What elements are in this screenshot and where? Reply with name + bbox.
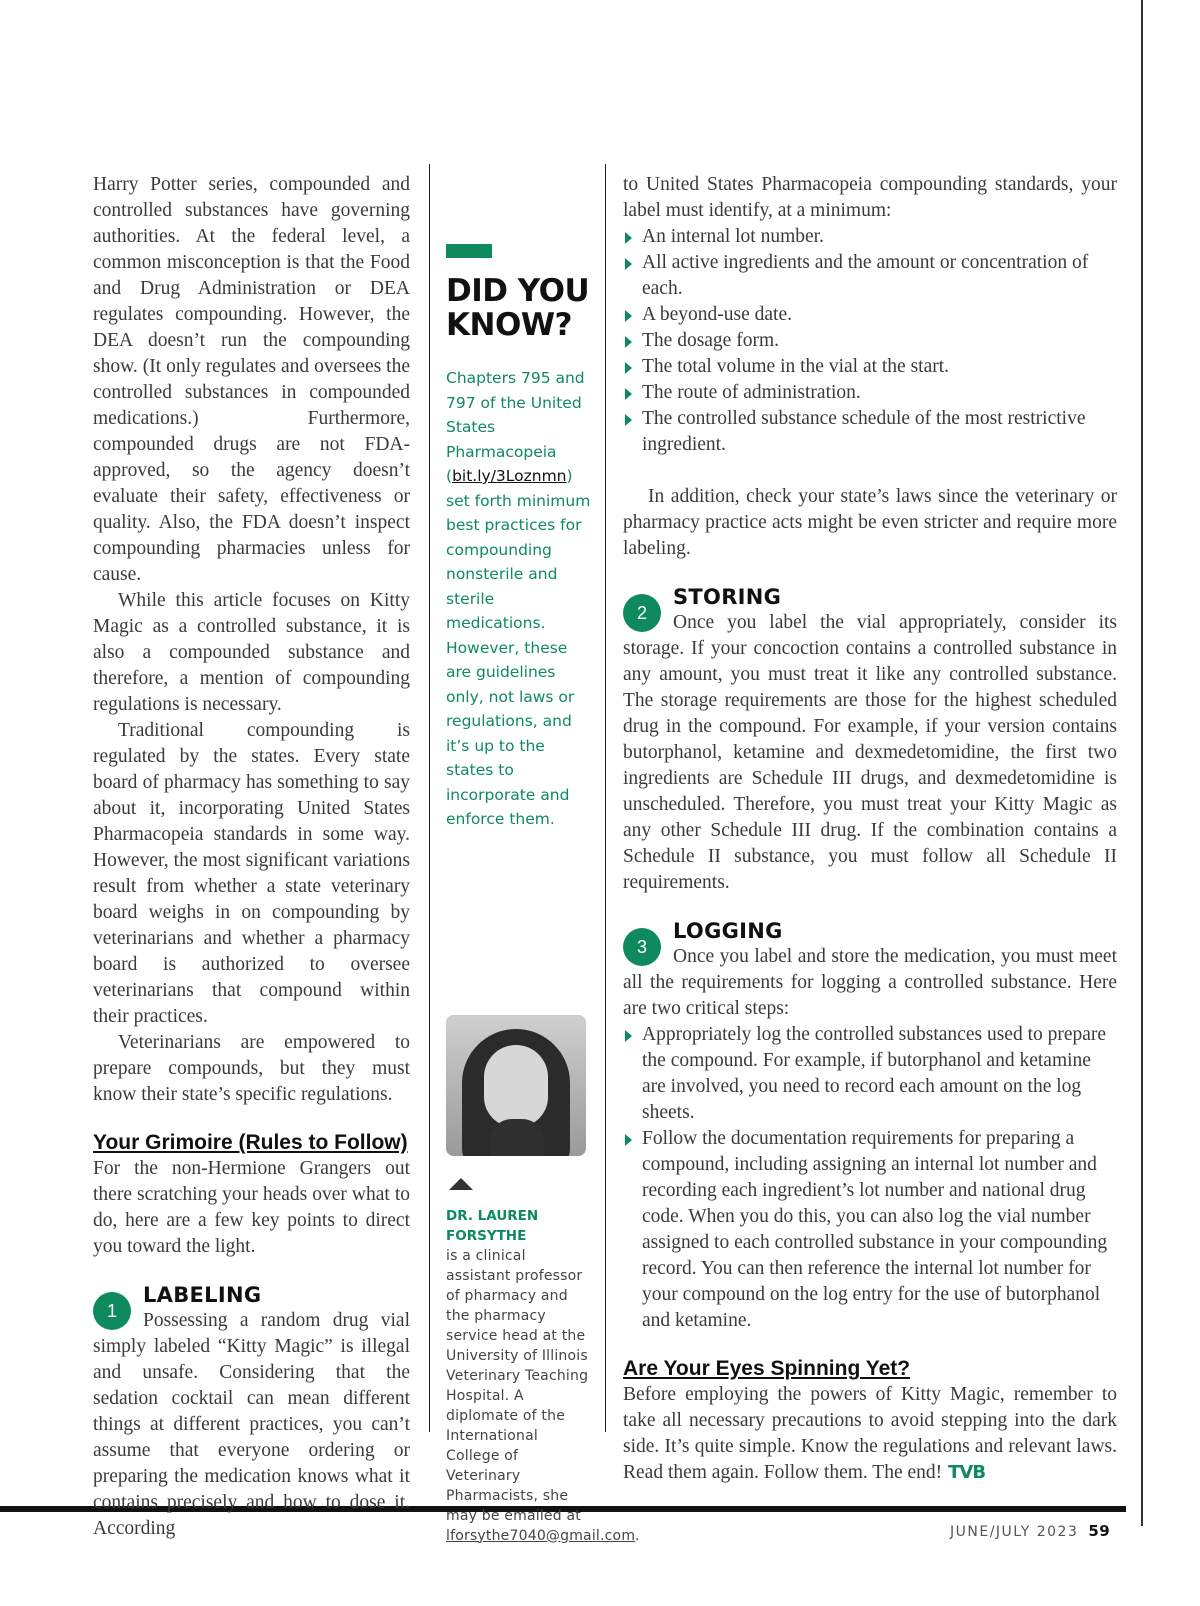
column-divider-right: [605, 164, 606, 1432]
section-storing: [623, 584, 1117, 623]
body-paragraph: While this article focuses on Kitty Magic as a controlled substance, it is also a compounded substance and therefore, a mention of compounding regulations is necessary.: [93, 590, 410, 715]
section-title: LABELING: [143, 1283, 262, 1307]
author-email-link[interactable]: lforsythe7040@gmail.com: [446, 1527, 636, 1544]
page-footer: [950, 1522, 1110, 1540]
body-paragraph: Once you label the vial appropriately, consider its storage. If your concoction contains a controlled substance in any amount, you must treat it like any controlled substance. The storage requirements are those for the highest scheduled drug in the compound. For example, if your version contains butorphanol, ketamine and dexmedetomidine, the first two ingredients are Schedule III drugs, and dexmedetomidine is unscheduled. Therefore, you must treat your Kitty Magic as any other Schedule III drug. If the combination contains a Schedule II substance, you must follow all Schedule II requirements.: [623, 612, 1117, 893]
sidebar-column: [446, 172, 640, 1546]
author-name: DR. LAUREN FORSYTHE: [446, 1207, 539, 1244]
bullet-triangle-icon: [625, 232, 632, 244]
page-number: 59: [1088, 1522, 1111, 1540]
body-paragraph: [623, 1382, 1117, 1486]
issue-date: JUNE/JULY 2023: [950, 1524, 1079, 1540]
body-paragraph: In addition, check your state’s laws since the veterinary or pharmacy practice acts might be even stricter and require more labeling.: [623, 486, 1117, 559]
did-you-know-title: [446, 274, 594, 342]
section-heading-eyes-spinning: Are Your Eyes Spinning Yet?: [623, 1357, 911, 1380]
list-item: A beyond-use date.: [623, 302, 1117, 328]
title-line: DID YOU: [446, 273, 590, 309]
column-divider-left: [429, 164, 430, 1432]
tvb-logo: TVB: [948, 1462, 986, 1483]
section-number-badge: 2: [623, 594, 661, 632]
list-item: The dosage form.: [623, 328, 1117, 354]
did-you-know-body: [446, 366, 594, 832]
body-paragraph: Veterinarians are empowered to prepare compounds, but they must know their state’s specific regulations.: [93, 1032, 410, 1105]
bullet-triangle-icon: [625, 1134, 632, 1146]
bullet-triangle-icon: [625, 388, 632, 400]
right-column: [623, 172, 1117, 1486]
title-line: KNOW?: [446, 307, 572, 343]
bullet-triangle-icon: [625, 336, 632, 348]
body-paragraph: Possessing a random drug vial simply labeled “Kitty Magic” is illegal and unsafe. Considering that the sedation cocktail can mean different things at different practices, you can’t assume that everyone ordering or preparing the medication knows what it contains precisely and how to dose it. According: [93, 1310, 410, 1539]
section-title: LOGGING: [673, 919, 783, 943]
body-text: ) set forth minimum best practices for compounding nonsterile and sterile medications. However, these are guidelines only, not laws or regulations, and it’s up to the states to incorporate and enforce them.: [446, 467, 591, 828]
list-item: All active ingredients and the amount or concentration of each.: [623, 250, 1117, 302]
body-paragraph: For the non-Hermione Grangers out there scratching your heads over what to do, here are a few key points to direct you toward the light.: [93, 1158, 410, 1257]
bio-end: .: [635, 1527, 640, 1544]
list-item: The total volume in the vial at the start.: [623, 354, 1117, 380]
page-edge-rule: [1141, 0, 1143, 1526]
closing-text: Before employing the powers of Kitty Magic, remember to take all necessary precautions to avoid stepping into the dark side. It’s quite simple. Know the regulations and relevant laws. Read them again. Follow them. The end!: [623, 1384, 1117, 1483]
section-number-badge: 3: [623, 928, 661, 966]
author-photo: [446, 1015, 586, 1156]
body-paragraph: Traditional compounding is regulated by the states. Every state board of pharmacy has something to say about it, incorporating United States Pharmacopeia standards in some way. However, the most significant variations result from whether a state veterinary board weighs in on compounding by veterinarians and whether a pharmacy board is authorized to oversee veterinarians that compound within their practices.: [93, 720, 410, 1027]
body-paragraph: to United States Pharmacopeia compounding standards, your label must identify, at a minimum:: [623, 174, 1117, 221]
list-item: An internal lot number.: [623, 224, 1117, 250]
bullet-triangle-icon: [625, 1030, 632, 1042]
section-heading-grimoire: Your Grimoire (Rules to Follow): [93, 1131, 408, 1154]
caret-up-icon: [449, 1178, 473, 1190]
body-paragraph: Harry Potter series, compounded and controlled substances have governing authorities. At the federal level, a common misconception is that the Food and Drug Administration or DEA regulates compounding. However, the DEA doesn’t run the compounding show. (It only regulates and oversees the controlled substances in compounded medications.) Furthermore, compounded drugs are not FDA-approved, so the agency doesn’t evaluate their safety, effectiveness or quality. Also, the FDA doesn’t inspect compounding pharmacies unless for cause.: [93, 174, 410, 585]
left-column: [93, 172, 410, 1542]
list-item: The route of administration.: [623, 380, 1117, 406]
accent-bar: [446, 244, 492, 258]
author-bio: [446, 1246, 640, 1546]
section-title: STORING: [673, 585, 782, 609]
section-logging: [623, 918, 1117, 957]
list-item: Appropriately log the controlled substances used to prepare the compound. For example, if butorphanol and ketamine are involved, you need to record each amount on the log sheets.: [623, 1022, 1117, 1126]
bullet-triangle-icon: [625, 310, 632, 322]
body-paragraph: Once you label and store the medication, you must meet all the requirements for logging a controlled substance. Here are two critical steps:: [623, 946, 1117, 1019]
label-requirements-list: [623, 224, 1117, 458]
list-item: The controlled substance schedule of the most restrictive ingredient.: [623, 406, 1117, 458]
bullet-triangle-icon: [625, 362, 632, 374]
bio-text: is a clinical assistant professor of pharmacy and the pharmacy service head at the University of Illinois Veterinary Teaching Hospital. A diplomate of the International College of Veterinary Pharmacists, she may be emailed at: [446, 1247, 589, 1524]
bullet-triangle-icon: [625, 258, 632, 270]
list-item: Follow the documentation requirements for preparing a compound, including assigning an internal lot number and recording each ingredient’s lot number and national drug code. When you do this, you can also log the vial number assigned to each controlled substance in your compounding record. You can then reference the internal lot number for your compound on the log entry for the use of butorphanol and ketamine.: [623, 1126, 1117, 1334]
usp-link[interactable]: bit.ly/3Loznmn: [452, 467, 567, 485]
body-text: Chapters 795 and 797 of the United States Pharmacopeia (: [446, 369, 585, 485]
section-number-badge: 1: [93, 1292, 131, 1330]
bullet-triangle-icon: [625, 414, 632, 426]
section-labeling: [93, 1282, 410, 1321]
logging-steps-list: [623, 1022, 1117, 1334]
